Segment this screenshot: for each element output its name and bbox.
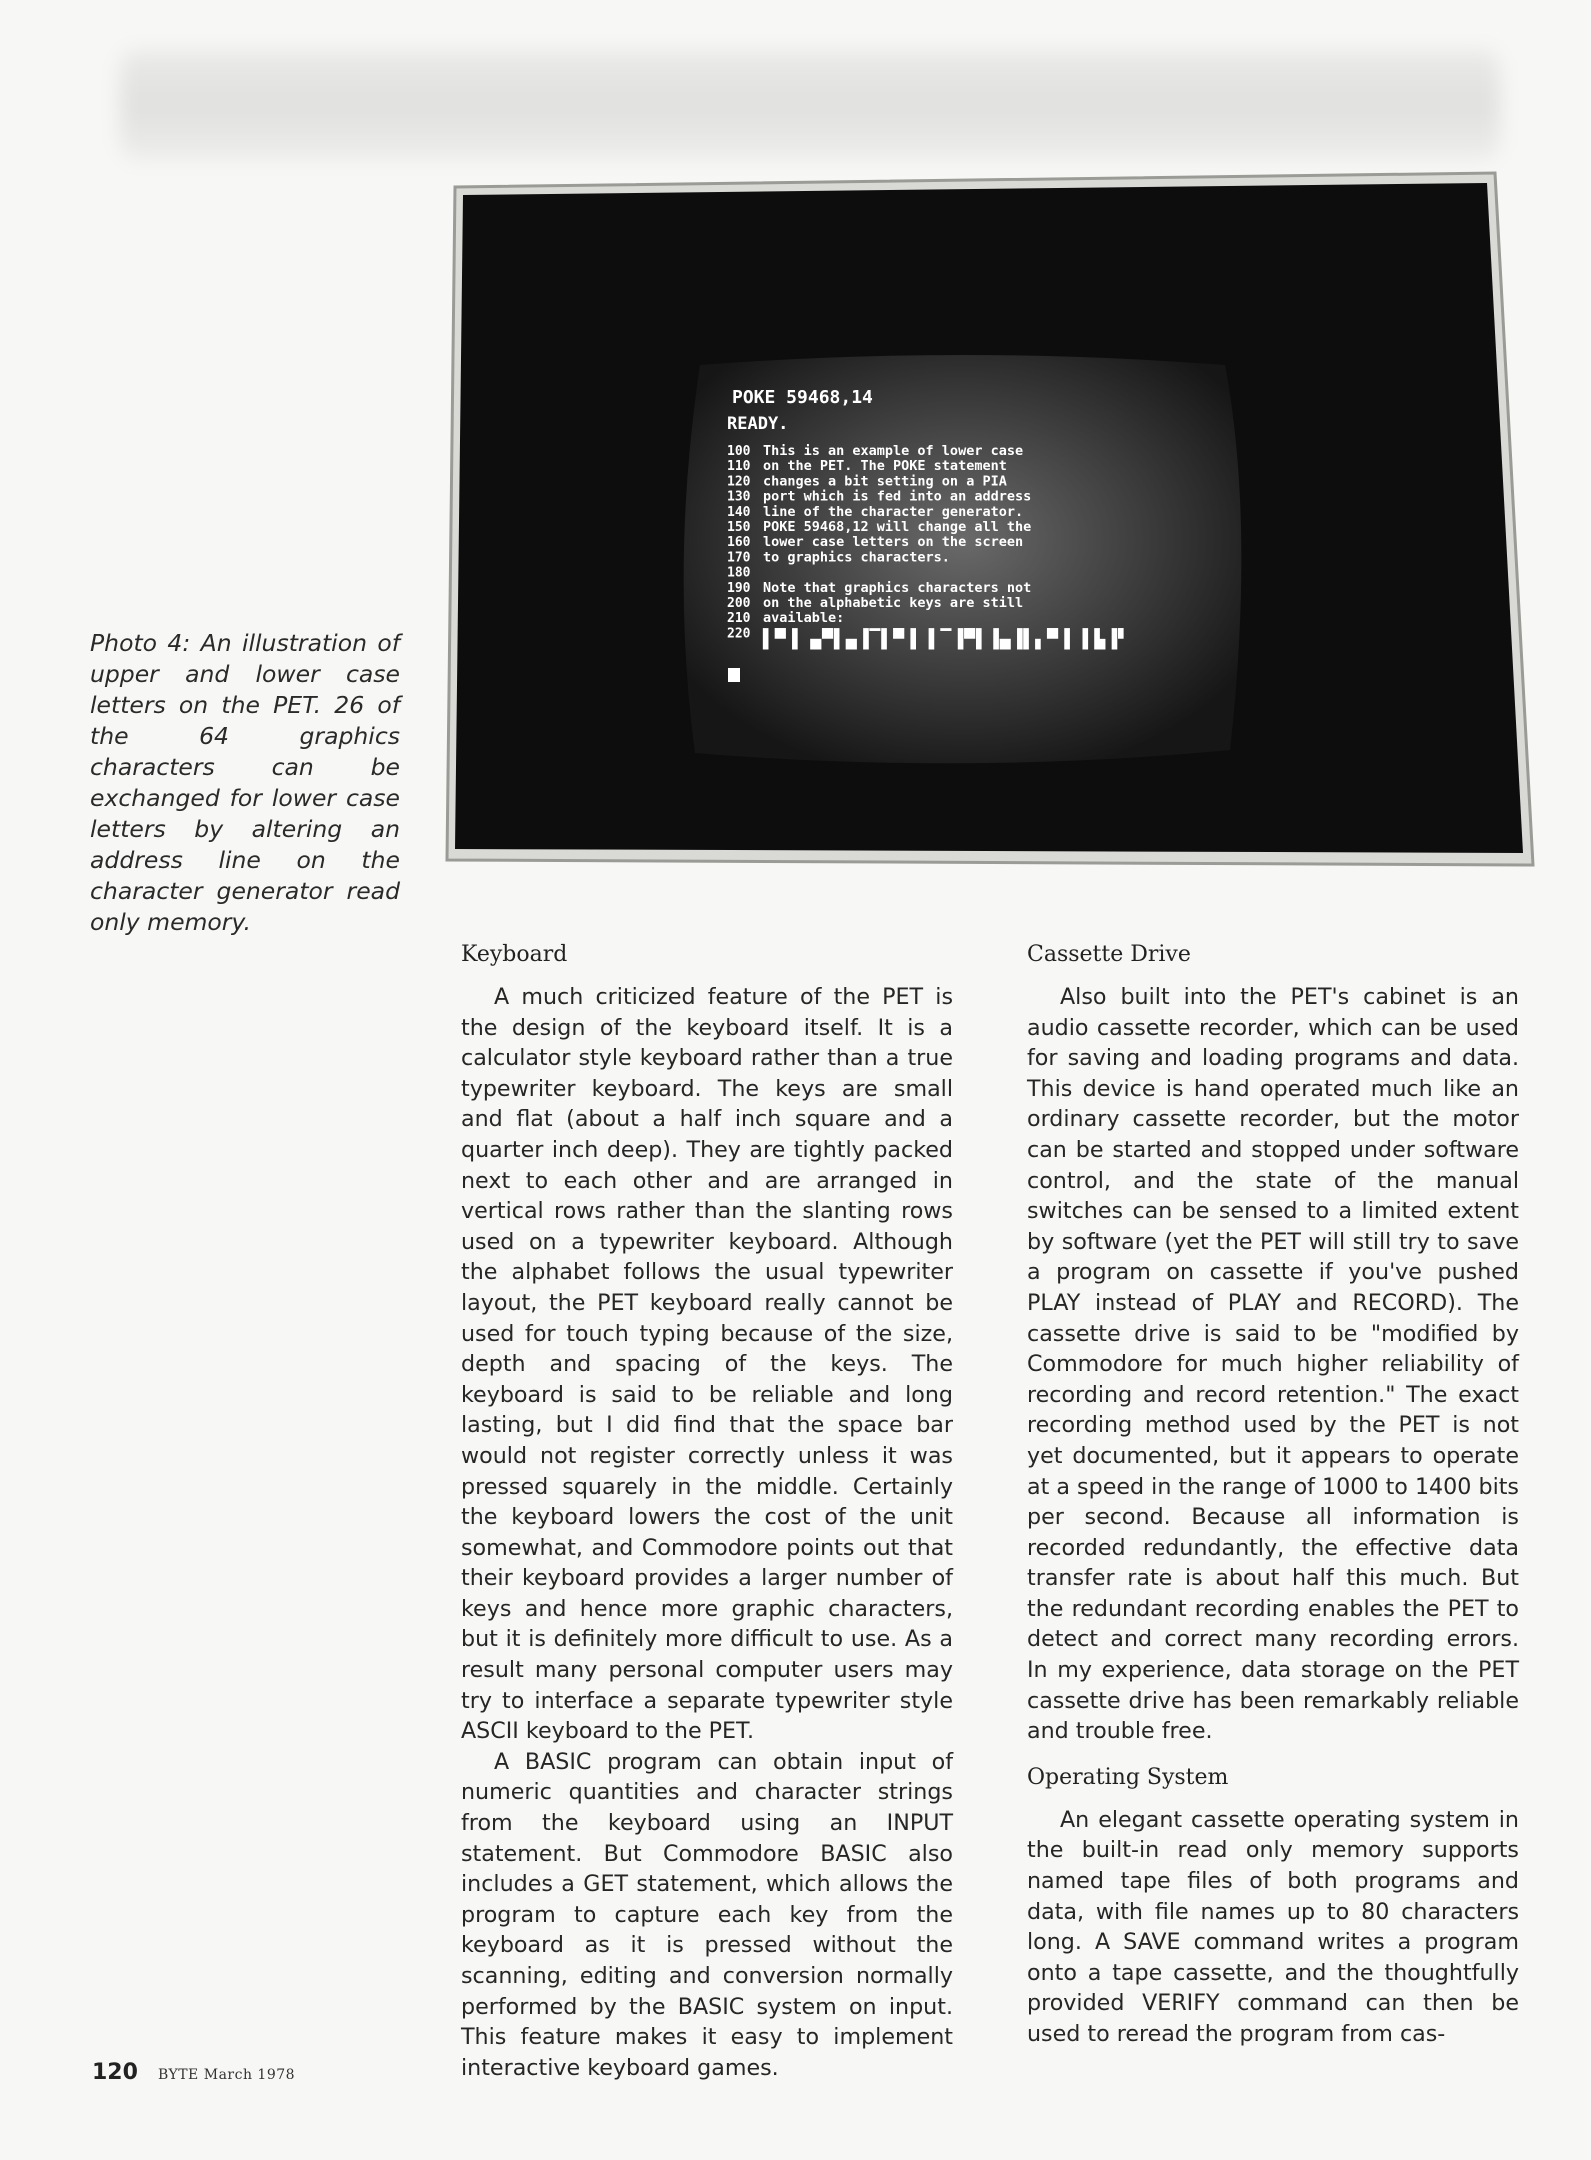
screen-program-line: port which is fed into an address (763, 488, 1032, 505)
keyboard-paragraph-2: A BASIC program can obtain input of numeric quantities and character strings from the keyboard using an INPUT statement. But Commodore BASIC also includes a GET statement, which allows the program to capture each key from the keyboard as it is pressed without the scanning, editing and conversion normally performed by the BASIC system on input. This feature makes it easy to implement interactive keyboard games. (461, 1748, 953, 2081)
screen-program-line: available: (763, 610, 845, 627)
screen-line-number: 190 (727, 580, 751, 596)
screen-line-number: 140 (727, 504, 751, 520)
screen-program-line: on the alphabetic keys are still (763, 595, 1024, 611)
left-column (461, 940, 953, 2083)
right-column (1027, 940, 1519, 2050)
screen-program-line: Note that graphics characters not (763, 579, 1032, 596)
screen-program-line: on the PET. The POKE statement (763, 458, 1007, 475)
screen-line-numbers (727, 444, 751, 641)
screen-program-line: to graphics characters. (763, 549, 950, 566)
operating-system-paragraph: An elegant cassette operating system in the built-in read only memory supports named tape files of both programs and data, with file names up to 80 characters long. A SAVE command writes a program onto a tape cassette, and the thoughtfully provided VERIFY command can then be used to reread the program from cas- (1027, 1806, 1519, 2047)
magazine-issue: BYTE March 1978 (157, 2067, 296, 2083)
screen-line-number: 130 (727, 489, 751, 505)
screen-line-number: 160 (727, 535, 751, 551)
screen-line-number: 220 (727, 626, 751, 642)
cassette-drive-paragraph: Also built into the PET's cabinet is an audio cassette recorder, which can be used for saving and loading programs and data. This device is hand operated much like an ordinary cassette recorder, but the motor can be started and stopped under software control, and the state of the manual switches can be sensed to a limited extent by software (yet the PET will still try to save a program on cassette if you've pushed PLAY instead of PLAY and RECORD). The cassette drive is said to be "modified by Commodore for much higher reliability of recording and record retention." The exact recording method used by the PET is not yet documented, but it appears to operate at a speed in the range of 1000 to 1400 bits per second. Because all information is recorded redundantly, the effective data transfer rate is about half this much. But the redundant recording enables the PET to detect and correct many recording errors. In my experience, data storage on the PET cassette drive has been remarkably reliable and trouble free. (1027, 984, 1519, 1745)
operating-system-heading: Operating System (1027, 1764, 1229, 1790)
page-footer (92, 2060, 295, 2085)
screen-line-number: 100 (727, 444, 751, 459)
screen-cursor (728, 668, 740, 682)
page-number: 120 (92, 2060, 138, 2085)
screen-program-lines (763, 443, 1031, 626)
screen-graphics-row: ▌▀▐ ▄▀▌▄▐▔▌▀▐ ▌▔▐▀▌▐▄▐▌▖▀▐ ▌▙▐▘ (763, 629, 1130, 650)
screen-line-number: 150 (727, 520, 751, 535)
screen-program-line: line of the character generator. (763, 503, 1024, 520)
photo-caption: Photo 4: An illustration of upper and lower case letters on the PET. 26 of the 64 graphics characters can be exchanged for lower case letters by altering an address line on the character generator read only memory. (90, 629, 400, 936)
screen-program-line: changes a bit setting on a PIA (763, 473, 1007, 490)
screen-program-line: This is an example of lower case (763, 443, 1024, 459)
screen-line-number: 110 (727, 459, 751, 475)
keyboard-heading: Keyboard (461, 942, 568, 967)
screen-poke-line: POKE 59468,14 (732, 387, 873, 408)
keyboard-paragraph-1: A much criticized feature of the PET is the design of the keyboard itself. It is a calculator style keyboard rather than a true typewriter keyboard. The keys are small and flat (about a half inch square and a quarter inch deep). They are tightly packed next to each other and are arranged in vertical rows rather than the slanting rows used on a typewriter keyboard. Although the alphabet follows the usual typewriter layout, the PET keyboard really cannot be used for touch typing because of the size, depth and spacing of the keys. The keyboard is said to be reliable and long lasting, but I did find that the space bar would not register correctly unless it was pressed squarely in the middle. Certainly the keyboard lowers the cost of the unit somewhat, and Commodore points out that their keyboard provides a larger number of keys and hence more graphic characters, but it is definitely more difficult to use. As a result many personal computer users may try to interface a separate typewriter style ASCII keyboard to the PET. (461, 984, 953, 1745)
pet-screen-illustration (445, 165, 1540, 880)
screen-line-number: 120 (727, 474, 751, 490)
screen-line-number: 170 (727, 550, 751, 566)
screen-line-number: 180 (727, 565, 751, 581)
screen-program-line: POKE 59468,12 will change all the (763, 519, 1032, 535)
faded-bleedthrough-title (120, 50, 1500, 160)
screen-ready: READY. (727, 414, 789, 434)
screen-line-number: 200 (727, 596, 751, 611)
screen-line-number: 210 (727, 611, 751, 627)
screen-program-line: lower case letters on the screen (763, 534, 1024, 551)
cassette-drive-heading: Cassette Drive (1027, 942, 1191, 967)
pet-screen-photo (445, 165, 1540, 880)
